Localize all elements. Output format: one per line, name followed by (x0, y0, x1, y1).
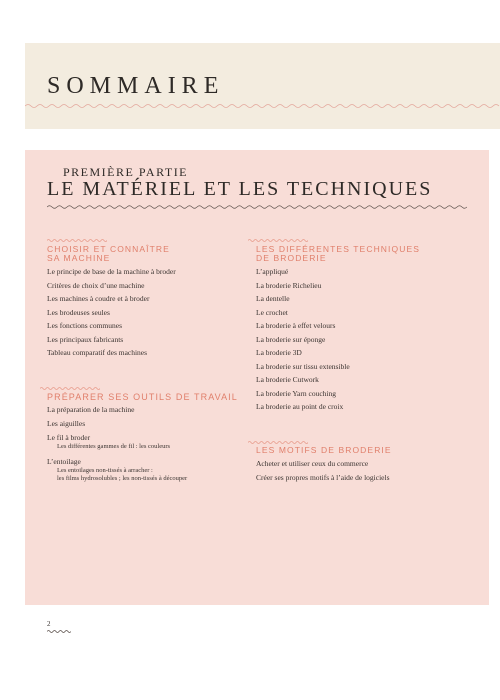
list-item[interactable]: Les brodeuses seules (47, 307, 110, 317)
section-list-motifs (256, 459, 390, 486)
section-title-line: CHOISIR ET CONNAÎTRE (47, 244, 170, 254)
section-list-preparer (47, 405, 187, 482)
list-item[interactable]: Critères de choix d’une machine (47, 280, 145, 290)
section-wave-choisir (47, 238, 107, 243)
list-item[interactable]: La préparation de la machine (47, 405, 135, 414)
list-item[interactable]: La broderie sur tissu extensible (256, 361, 350, 371)
list-subitem[interactable]: Les entoilages non-tissés à arracher : (57, 467, 153, 474)
list-item[interactable]: La broderie Cutwork (256, 375, 319, 384)
page-number: 2 (47, 620, 51, 628)
list-item[interactable]: Les aiguilles (47, 419, 86, 428)
section-wave-techniques (248, 238, 308, 243)
section-title-motifs: LES MOTIFS DE BRODERIE (256, 445, 392, 455)
list-item[interactable]: La broderie 3D (256, 348, 302, 357)
list-item[interactable]: La broderie au point de croix (256, 402, 344, 411)
section-title-choisir (47, 245, 170, 263)
list-item[interactable]: La broderie à effet velours (256, 321, 336, 330)
part-label: PREMIÈRE PARTIE (63, 165, 189, 179)
list-item[interactable]: Créer ses propres motifs à l’aide de logiciels (256, 472, 390, 482)
page-title: SOMMAIRE (47, 73, 225, 99)
list-item[interactable]: L’entoilage (47, 457, 81, 466)
list-item[interactable]: Tableau comparatif des machines (47, 348, 148, 357)
part-title: LE MATÉRIEL ET LES TECHNIQUES (47, 178, 433, 200)
list-item[interactable]: Les machines à coudre et à broder (47, 294, 150, 303)
section-list-choisir (47, 267, 176, 362)
footer-wave (47, 629, 71, 634)
list-item[interactable]: Acheter et utiliser ceux du commerce (256, 459, 369, 468)
section-title-line: DE BRODERIE (256, 253, 327, 263)
part-title-wave-divider (47, 204, 467, 210)
list-item[interactable]: La dentelle (256, 294, 290, 303)
list-item[interactable]: Les principaux fabricants (47, 334, 124, 344)
section-title-line: LES DIFFÉRENTES TECHNIQUES (256, 244, 420, 254)
section-wave-preparer (40, 386, 100, 391)
list-item[interactable]: L’appliqué (256, 267, 289, 276)
section-title-preparer: PRÉPARER SES OUTILS DE TRAVAIL (47, 392, 238, 402)
section-title-techniques (256, 245, 420, 263)
list-subitem[interactable]: les films hydrosolubles ; les non-tissés à découper (57, 474, 188, 482)
list-item[interactable]: Les fonctions communes (47, 321, 122, 330)
list-item[interactable]: Le crochet (256, 307, 288, 317)
list-item[interactable]: Le principe de base de la machine à broder (47, 267, 176, 276)
list-subitem[interactable]: Les différentes gammes de fil : les couleurs (57, 443, 171, 450)
section-title-line: SA MACHINE (47, 253, 111, 263)
list-item[interactable]: La broderie sur éponge (256, 334, 326, 344)
list-item[interactable]: Le fil à broder (47, 433, 91, 442)
list-item[interactable]: La broderie Yarn couching (256, 388, 336, 398)
section-list-techniques (256, 267, 350, 416)
list-item[interactable]: La broderie Richelieu (256, 280, 322, 290)
header-wave-divider (25, 102, 500, 110)
